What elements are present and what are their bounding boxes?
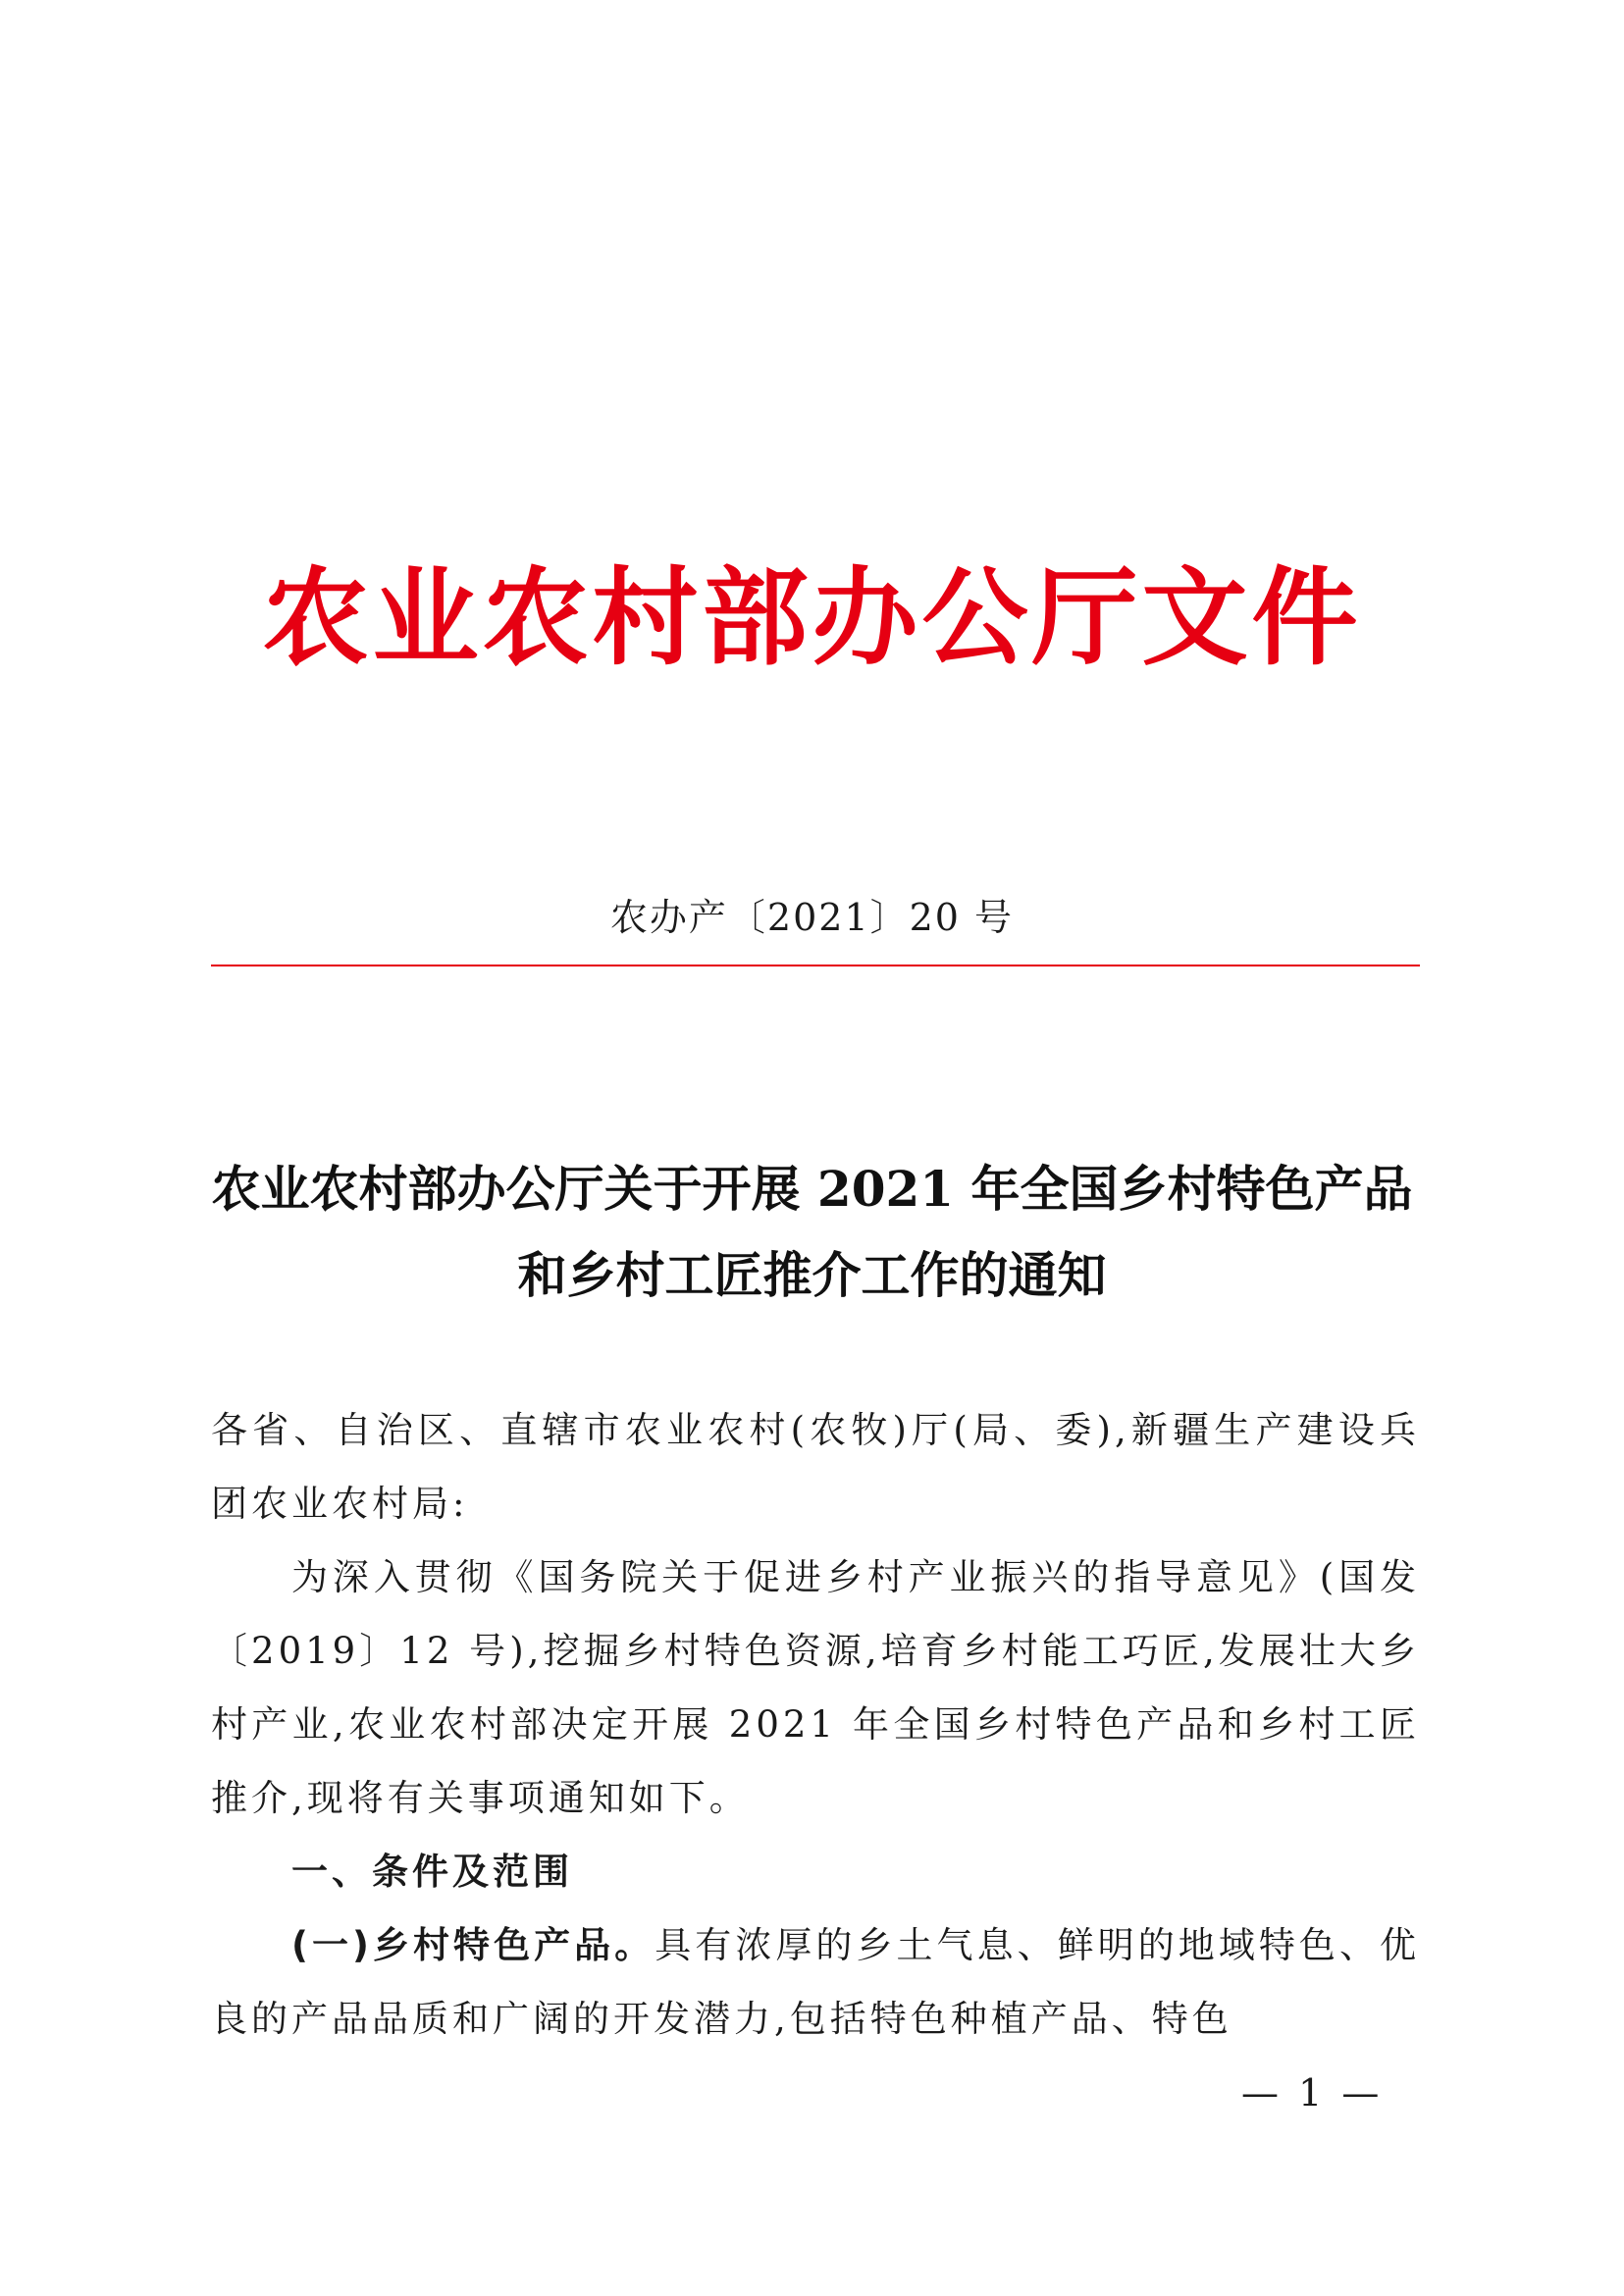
item-1-paragraph [211,1908,1420,2056]
item-1-text: 具有浓厚的乡土气息、鲜明的地域特色、优良的产品品质和广阔的开发潜力,包括特色种植产品、特色 [211,1924,1421,2040]
document-body [211,1393,1420,2056]
item-1-lead: (一)乡村特色产品。 [291,1924,655,1966]
page-number: — 1 — [1241,2071,1384,2114]
document-header-title: 农业农村部办公厅文件 [262,556,1362,680]
intro-paragraph: 为深入贯彻《国务院关于促进乡村产业振兴的指导意见》(国发〔2019〕12 号),挖掘乡村特色资源,培育乡村能工巧匠,发展壮大乡村产业,农业农村部决定开展 2021 年全国乡村特色产品和乡村工匠推介,现将有关事项通知如下。 [211,1556,1420,1819]
section-heading-1: 一、条件及范围 [291,1851,573,1893]
notice-title-line-1: 农业农村部办公厅关于开展 2021 年全国乡村特色产品 [211,1160,1413,1218]
red-divider-line [211,965,1420,966]
notice-title [147,1146,1477,1319]
notice-title-line-2: 和乡村工匠推介工作的通知 [517,1246,1107,1304]
document-number: 农办产〔2021〕20 号 [609,896,1015,939]
addressee-paragraph: 各省、自治区、直辖市农业农村(农牧)厅(局、委),新疆生产建设兵团农业农村局: [211,1409,1420,1525]
